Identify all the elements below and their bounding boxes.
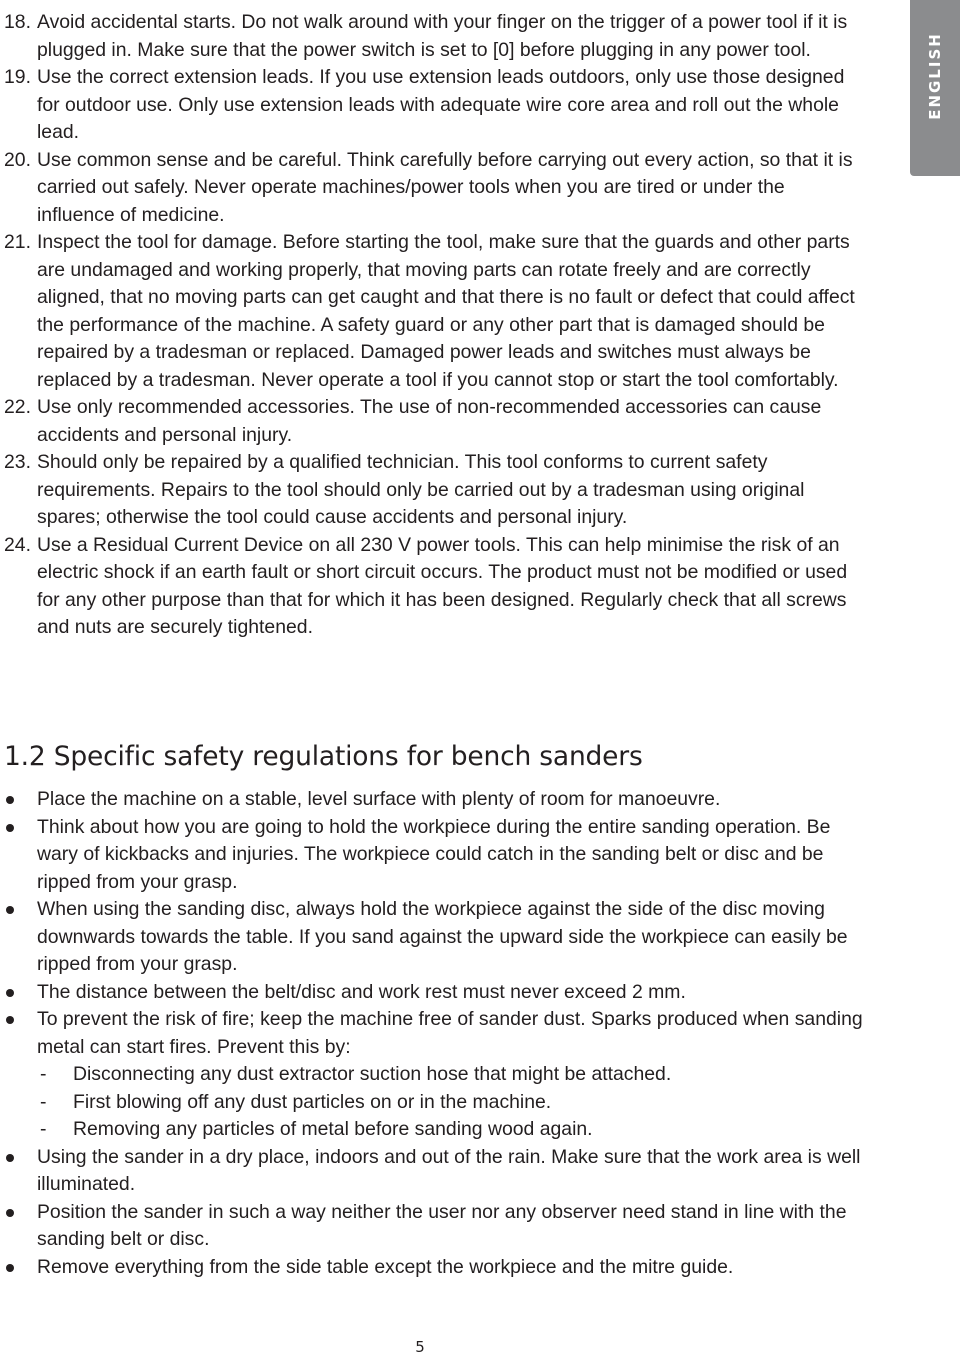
item-number: 23. bbox=[4, 451, 31, 473]
item-text: Should only be repaired by a qualified technician. This tool conforms to current safety requirements. Repairs to the tool should only be carried out by a tradesman using original spares; otherwise the tool could cause accidents and personal injury. bbox=[37, 451, 805, 528]
bullet-text: The distance between the belt/disc and work rest must never exceed 2 mm. bbox=[37, 980, 686, 1003]
bullet-text: Remove everything from the side table except the workpiece and the mitre guide. bbox=[37, 1255, 734, 1278]
language-tab-label: ENGLISH bbox=[926, 32, 944, 120]
dash-icon: - bbox=[40, 1063, 47, 1085]
item-text: Use only recommended accessories. The use of non-recommended accessories can cause accidents and personal injury. bbox=[37, 396, 822, 446]
bullet-text: When using the sanding disc, always hold the workpiece against the side of the disc moving downwards towards the table. If you sand against the upward side the workpiece can easily be ripped from your grasp. bbox=[37, 898, 848, 975]
bullet-item bbox=[4, 1006, 864, 1061]
bullet-icon bbox=[6, 989, 14, 997]
dash-icon: - bbox=[40, 1090, 47, 1113]
list-item bbox=[4, 147, 864, 230]
item-number: 21. bbox=[4, 231, 31, 253]
item-number: 19. bbox=[4, 66, 31, 88]
bullet-item bbox=[4, 814, 864, 897]
bullet-icon bbox=[6, 1154, 14, 1162]
bullet-item bbox=[4, 1144, 864, 1199]
item-text: Inspect the tool for damage. Before starting the tool, make sure that the guards and other parts are undamaged and working properly, that moving parts can rotate freely and are correctly aligned, that no moving parts can get caught and that there is no fault or defect that could affect the performance of the machine. A safety guard or any other part that is damaged should be repaired by a tradesman or replaced. Damaged power leads and switches must always be replaced by a tradesman. Never operate a tool if you cannot stop or start the tool comfortably. bbox=[37, 231, 855, 391]
bullet-icon bbox=[6, 796, 14, 804]
list-item bbox=[4, 64, 864, 147]
dash-icon: - bbox=[40, 1118, 47, 1140]
item-text: Avoid accidental starts. Do not walk around with your finger on the trigger of a power tool if it is plugged in. Make sure that the power switch is set to [0] before plugging in any power tool. bbox=[37, 11, 848, 61]
section-heading: 1.2 Specific safety regulations for bench sanders bbox=[4, 741, 643, 772]
item-number: 22. bbox=[4, 396, 31, 418]
list-item bbox=[4, 532, 864, 642]
bullet-text: Place the machine on a stable, level surface with plenty of room for manoeuvre. bbox=[37, 788, 721, 810]
bullet-icon bbox=[6, 824, 14, 832]
item-text: Use the correct extension leads. If you use extension leads outdoors, only use those designed for outdoor use. Only use extension leads with adequate wire core area and roll out the whole lead. bbox=[37, 66, 845, 143]
bullet-icon bbox=[6, 1264, 14, 1272]
bullet-icon bbox=[6, 1016, 14, 1024]
dash-item bbox=[4, 1116, 864, 1144]
bullet-text: Think about how you are going to hold the workpiece during the entire sanding operation. Be wary of kickbacks and injuries. The workpiece could catch in the sanding belt or disc and be ripped from your grasp. bbox=[37, 815, 831, 893]
item-number: 20. bbox=[4, 148, 31, 171]
dash-item bbox=[4, 1089, 864, 1117]
item-text: Use a Residual Current Device on all 230 V power tools. This can help minimise the risk of an electric shock if an earth fault or short circuit occurs. The product must not be modified or used for any other purpose than that for which it has been designed. Regularly check that all screws and nuts are securely tightened. bbox=[37, 533, 848, 638]
item-number: 24. bbox=[4, 533, 31, 556]
list-item bbox=[4, 394, 864, 449]
list-item bbox=[4, 449, 864, 532]
bullet-icon bbox=[6, 906, 14, 914]
bullet-text: Position the sander in such a way neither the user nor any observer need stand in line with the sanding belt or disc. bbox=[37, 1200, 847, 1250]
bullet-item bbox=[4, 979, 864, 1007]
bullet-item bbox=[4, 786, 864, 814]
bullet-item bbox=[4, 1199, 864, 1254]
language-tab bbox=[910, 0, 960, 176]
bullet-text: Using the sander in a dry place, indoors and out of the rain. Make sure that the work area is well illuminated. bbox=[37, 1145, 861, 1195]
bullet-item bbox=[4, 1254, 864, 1282]
page-number: 5 bbox=[415, 1338, 425, 1356]
bullet-text: To prevent the risk of fire; keep the machine free of sander dust. Sparks produced when sanding metal can start fires. Prevent this by: bbox=[37, 1008, 863, 1058]
bullet-item bbox=[4, 896, 864, 979]
item-text: Use common sense and be careful. Think carefully before carrying out every action, so that it is carried out safely. Never operate machines/power tools when you are tired or under the influence of medicine. bbox=[37, 148, 853, 226]
dash-text: Disconnecting any dust extractor suction hose that might be attached. bbox=[73, 1063, 672, 1085]
dash-item bbox=[4, 1061, 864, 1089]
numbered-safety-list bbox=[4, 9, 864, 642]
bullet-list bbox=[4, 786, 864, 1281]
list-item bbox=[4, 229, 864, 394]
bullet-icon bbox=[6, 1209, 14, 1217]
list-item bbox=[4, 9, 864, 64]
item-number: 18. bbox=[4, 11, 31, 33]
dash-text: First blowing off any dust particles on or in the machine. bbox=[73, 1090, 552, 1113]
dash-text: Removing any particles of metal before sanding wood again. bbox=[73, 1118, 593, 1140]
